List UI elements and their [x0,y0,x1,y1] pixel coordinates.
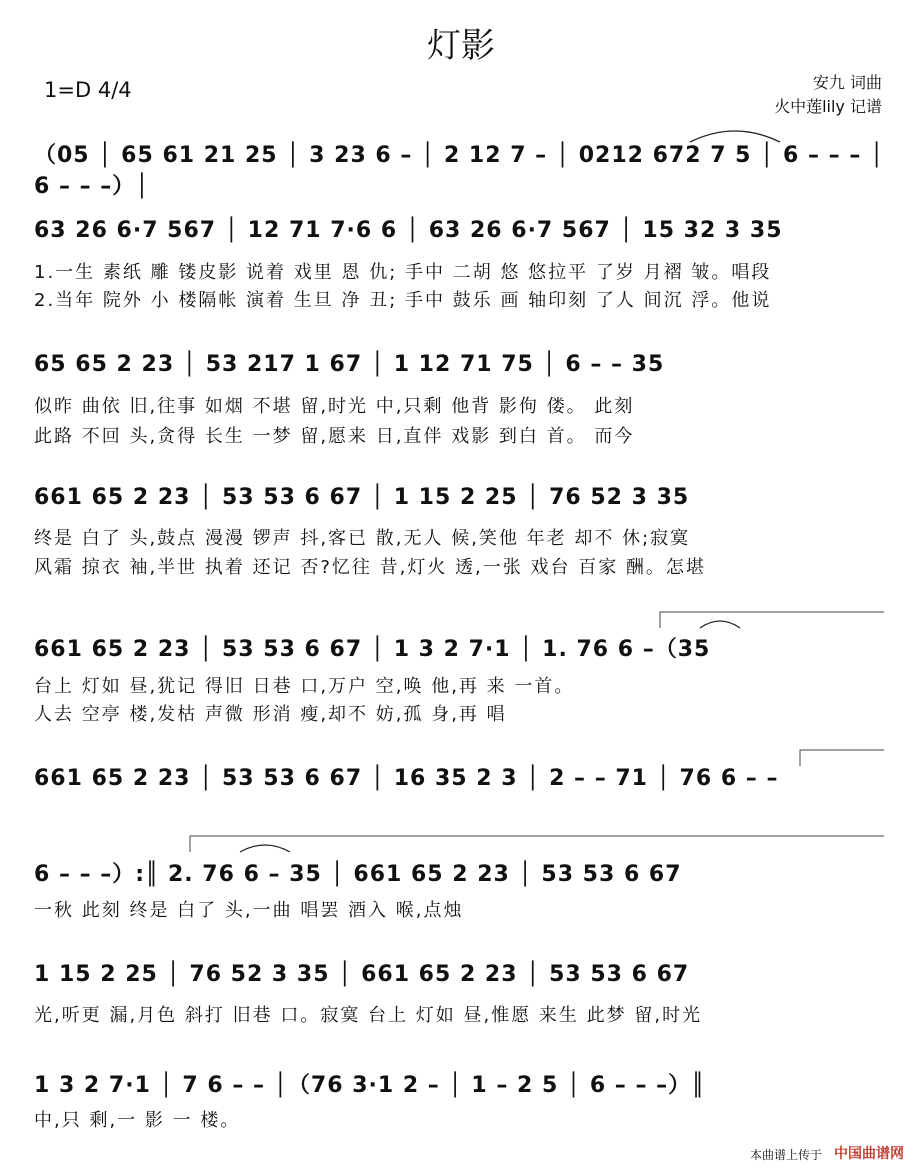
lyric-line-3b: 此路 不回 头,贪得 长生 一梦 留,愿来 日,直伴 戏影 到白 首。 而今 [34,426,635,447]
song-title: 灯影 [427,26,495,66]
lyric-line-3a: 似昨 曲依 旧,往事 如烟 不堪 留,时光 中,只剩 他背 影佝 偻。 此刻 [34,396,635,417]
key-signature: 1=D 4/4 [44,78,132,102]
lyric-line-4b: 风霜 掠衣 袖,半世 执着 还记 否?忆往 昔,灯火 透,一张 戏台 百家 酬。怎堪 [34,557,706,578]
lyric-line-8: 光,听更 漏,月色 斜打 旧巷 口。寂寞 台上 灯如 昼,惟愿 来生 此梦 留,时光 [34,1005,703,1026]
lyric-line-7: 一秋 此刻 终是 白了 头,一曲 唱罢 酒入 喉,点烛 [34,900,464,921]
site-logo: 中国曲谱网 [834,1146,904,1162]
notation-line-9: 1 3 2 7·1 │ 7 6 – – │（76 3·1 2 – │ 1 – 2 5 │ 6 – – –）║ [34,1073,706,1098]
notation-line-6: 661 65 2 23 │ 53 53 6 67 │ 16 35 2 3 │ 2 – – 71 │ 76 6 – – [34,766,779,791]
lyric-line-4a: 终是 白了 头,鼓点 漫漫 锣声 抖,客已 散,无人 候,笑他 年老 却不 休;寂寞 [34,528,691,549]
notation-line-1: （05 │ 65 61 21 25 │ 3 23 6 – │ 2 12 7 – │ 0212 672 7 5 │ 6 – – – │ 6 – – –）│ [34,143,885,199]
composer-credit: 安九 词曲 [812,73,882,92]
transcriber-credit: 火中莲lily 记谱 [774,97,882,116]
notation-line-3: 65 65 2 23 │ 53 217 1 67 │ 1 12 71 75 │ 6 – – 35 [34,352,665,377]
lyric-line-2b: 2.当年 院外 小 楼隔帐 演着 生旦 净 丑; 手中 鼓乐 画 轴印刻 了人 间沉 浮。他说 [34,290,772,311]
time-signature: 4/4 [97,78,132,102]
lyric-line-5b: 人去 空亭 楼,发枯 声微 形消 瘦,却不 妨,孤 身,再 唱 [34,704,507,725]
notation-line-7: 6 – – –）:║ 2. 76 6 – 35 │ 661 65 2 23 │ 53 53 6 67 [34,862,682,887]
notation-line-4: 661 65 2 23 │ 53 53 6 67 │ 1 15 2 25 │ 76 52 3 35 [34,485,690,510]
lyric-line-5a: 台上 灯如 昼,犹记 得旧 日巷 口,万户 空,唤 他,再 来 一首。 [34,676,575,697]
lyric-line-2a: 1.一生 素纸 雕 镂皮影 说着 戏里 恩 仇; 手中 二胡 悠 悠拉平 了岁 月褶 皱。唱段 [34,262,772,283]
notation-line-5: 661 65 2 23 │ 53 53 6 67 │ 1 3 2 7·1 │ 1. 76 6 –（35 [34,637,711,662]
notation-line-2: 63 26 6·7 567 │ 12 71 7·6 6 │ 63 26 6·7 567 │ 15 32 3 35 [34,218,783,243]
notation-line-8: 1 15 2 25 │ 76 52 3 35 │ 661 65 2 23 │ 53 53 6 67 [34,962,690,987]
footer-text: 本曲谱上传于 [749,1148,822,1162]
lyric-line-9: 中,只 剩,一 影 一 楼。 [34,1110,241,1131]
